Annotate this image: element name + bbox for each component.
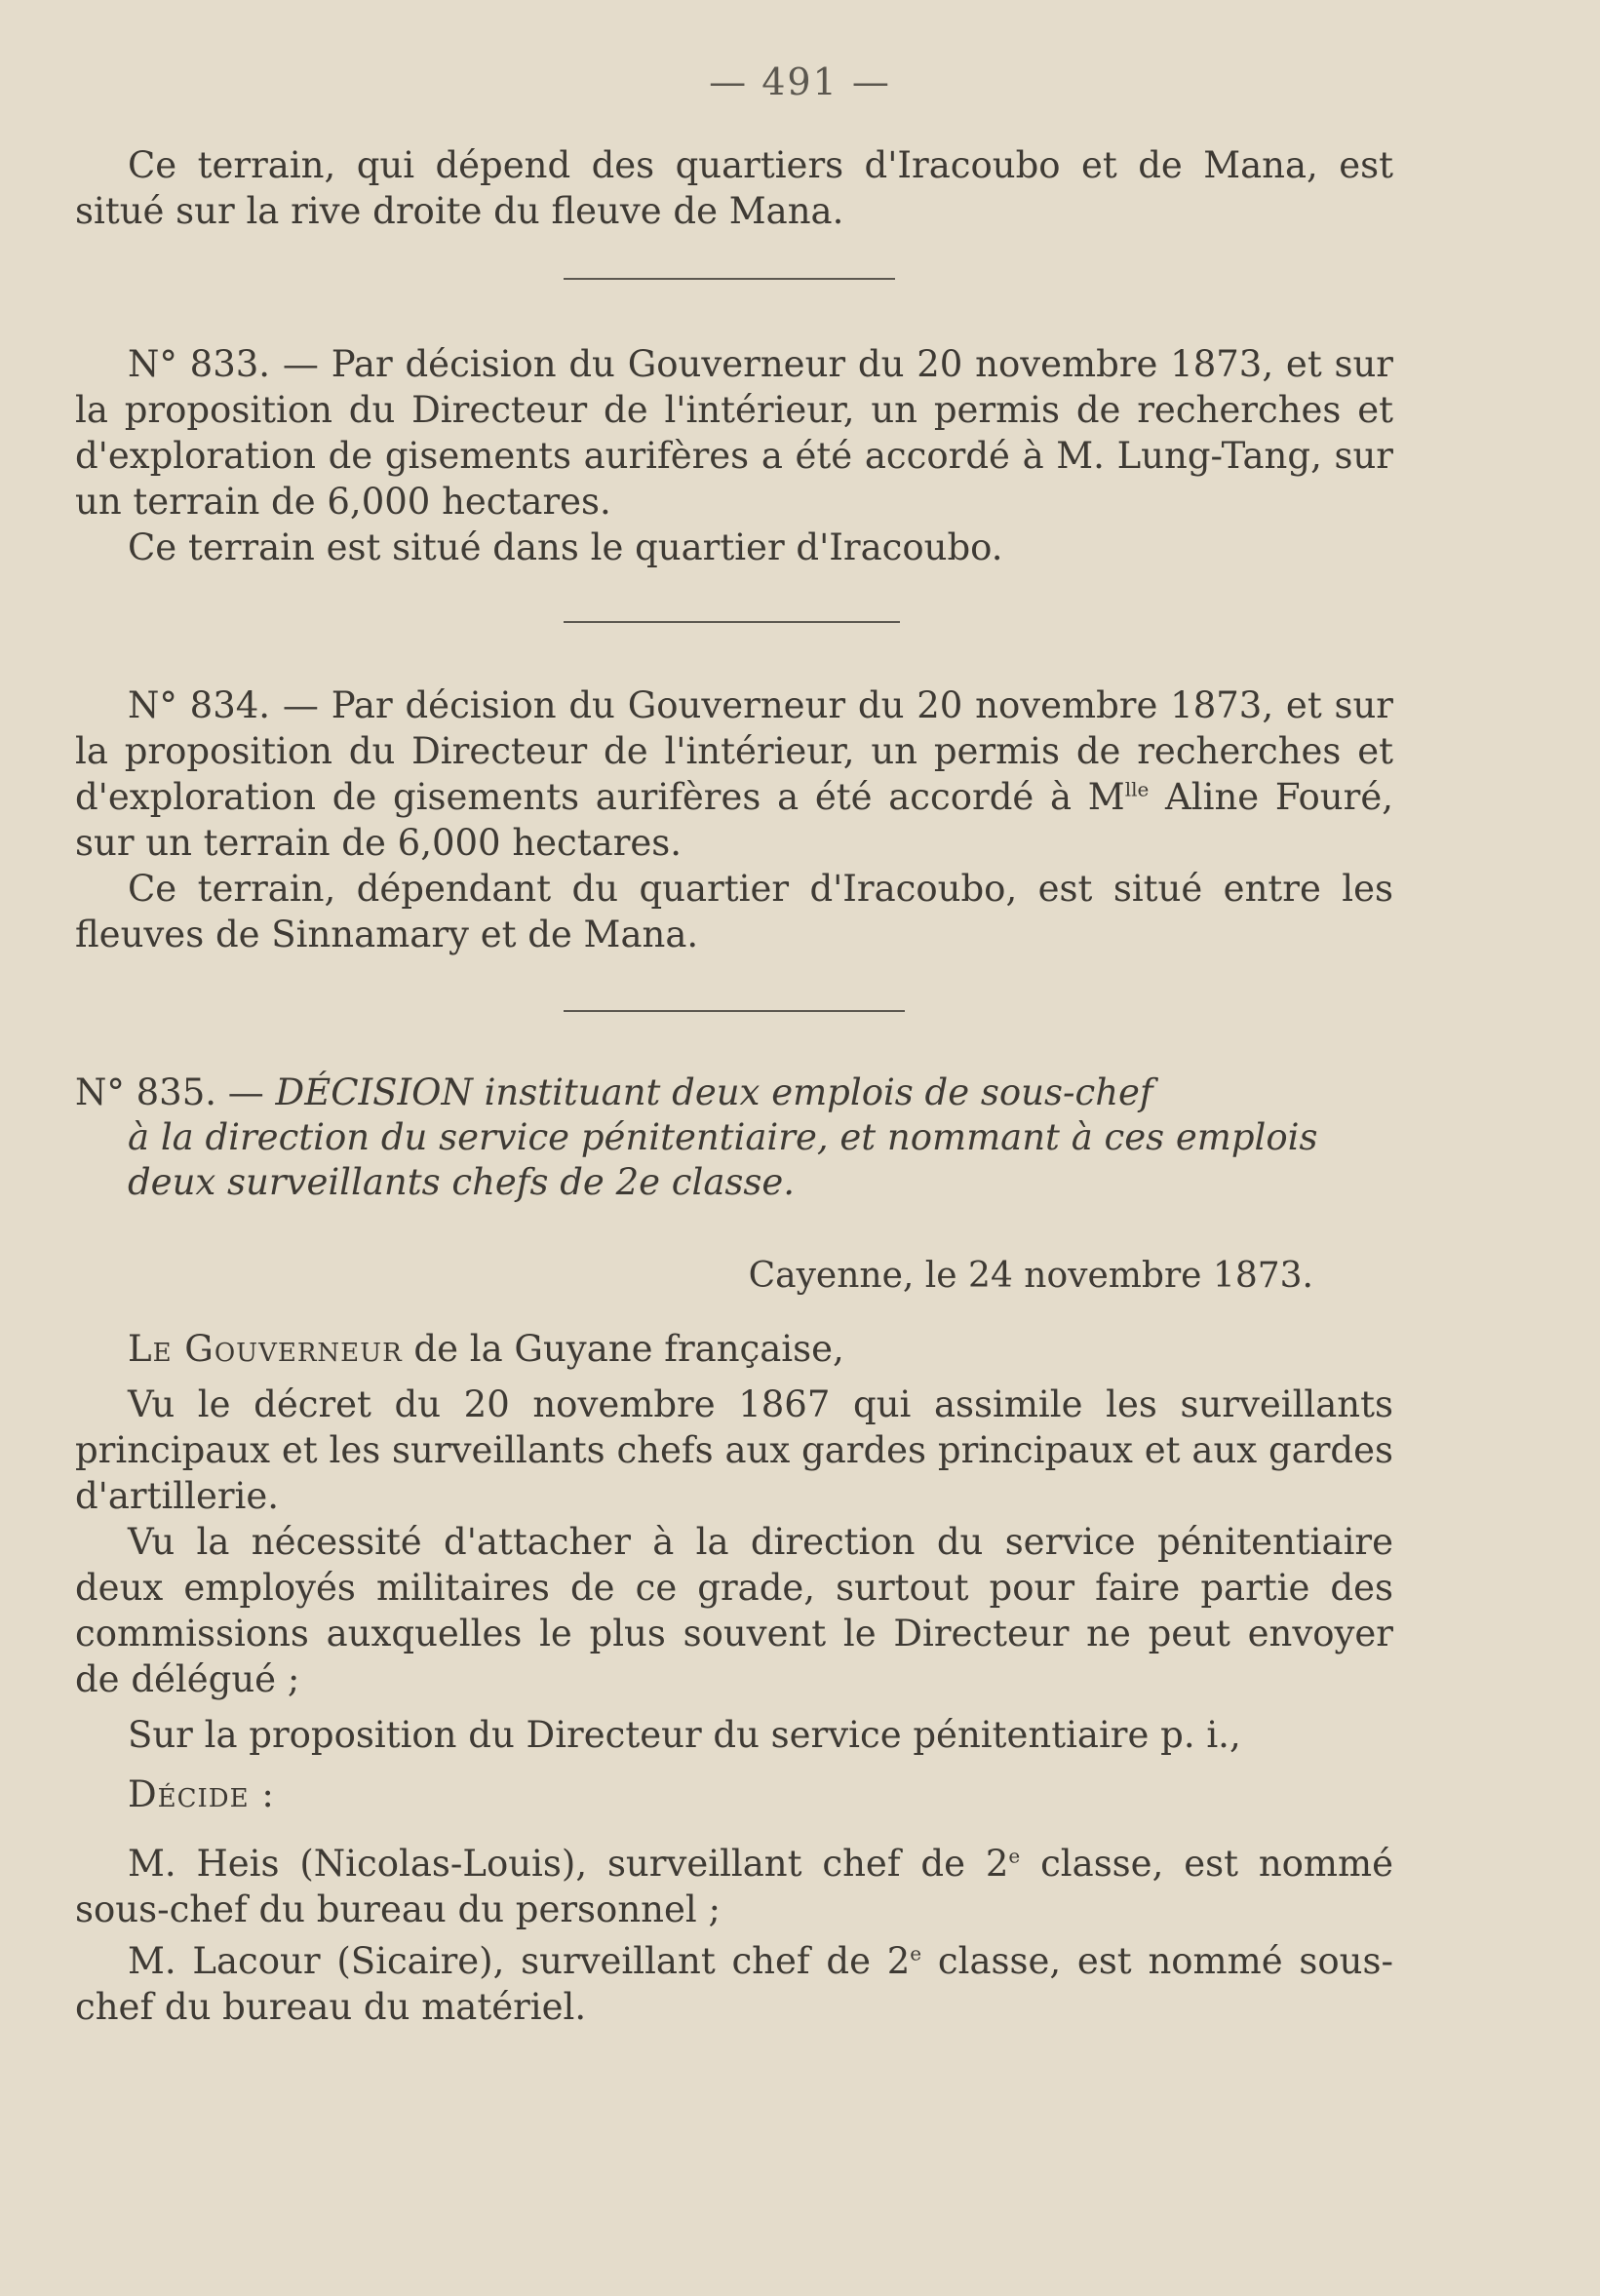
decision-title-line1: DÉCISION instituant deux emplois de sous-chef [275,1071,1153,1113]
decision-title-rest: à la direction du service pénitentiaire, et nommant à ces emplois deux surveillants chefs de 2e classe. [128,1116,1318,1203]
decide-heading: Décide : [128,1773,275,1815]
entry-833-location: Ce terrain est situé dans le quartier d'Iracoubo. [128,526,1003,568]
article-2: M. Lacour (Sicaire), surveillant chef de 2e classe, est nommé sous-chef du bureau du matériel. [75,1940,1393,2028]
proposal-line: Sur la proposition du Directeur du service pénitentiaire p. i., [128,1714,1241,1756]
decision-title [75,1070,1393,1205]
article-1: M. Heis (Nicolas-Louis), surveillant chef de 2e classe, est nommé sous-chef du bureau du personnel ; [75,1843,1393,1930]
entry-835-heading [75,1070,1393,1205]
entry-834-paragraph: N° 834. — Par décision du Gouverneur du 20 novembre 1873, et sur la proposition du Directeur de l'intérieur, un permis de recherches et d'exploration de gisements aurifères a été accordé à $M^{lle}$ Aline Fouré, sur un terrain de 6,000 hectares. [75,684,1393,864]
decision-body [75,1326,1393,2030]
separator-3 [564,1010,905,1012]
intro-section [75,142,1393,234]
considerant-1: Vu le décret du 20 novembre 1867 qui assimile les surveillants principaux et les surveillants chefs aux gardes principaux et aux gardes d'artillerie. [75,1383,1393,1517]
entry-834-location: Ce terrain, dépendant du quartier d'Iracoubo, est situé entre les fleuves de Sinnamary et de Mana. [75,868,1393,955]
entry-833-paragraph: N° 833. — Par décision du Gouverneur du 20 novembre 1873, et sur la proposition du Directeur de l'intérieur, un permis de recherches et d'exploration de gisements aurifères a été accordé à M. Lung-Tang, sur un terrain de 6,000 hectares. [75,343,1393,523]
decision-number: N° 835. — [75,1071,276,1113]
intro-paragraph: Ce terrain, qui dépend des quartiers d'Iracoubo et de Mana, est situé sur la rive droite du fleuve de Mana. [75,144,1393,232]
governor-line: Le Gouverneur de la Guyane française, [128,1328,844,1370]
entry-833 [75,341,1393,570]
page-number: — 491 — [709,60,891,103]
decision-date: Cayenne, le 24 novembre 1873. [748,1256,1313,1296]
considerant-2: Vu la nécessité d'attacher à la direction du service pénitentiaire deux employés militaires de ce grade, surtout pour faire partie des commissions auxquelles le plus souvent le Directeur ne peut envoyer de délégué ; [75,1521,1393,1700]
separator-2 [564,621,900,623]
separator-1 [564,278,895,280]
entry-834 [75,682,1393,957]
